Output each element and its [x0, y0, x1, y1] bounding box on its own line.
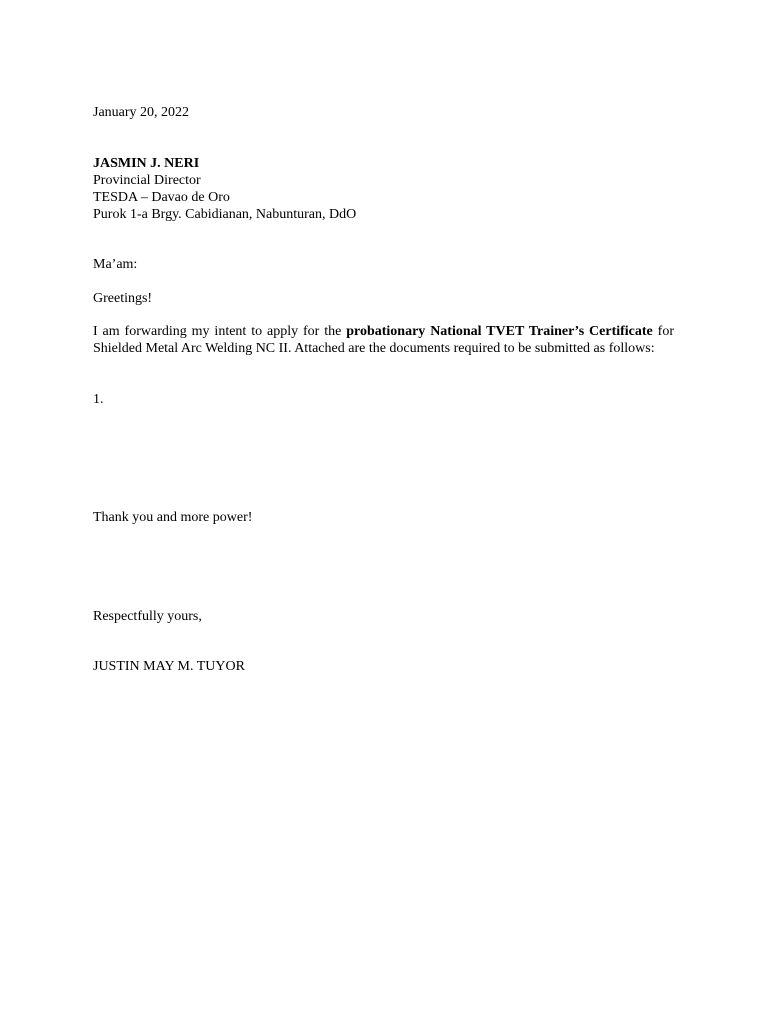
letter-date: January 20, 2022	[93, 105, 190, 120]
recipient-title: Provincial Director	[93, 173, 201, 188]
document-list-marker: 1.	[93, 392, 104, 407]
recipient-office: TESDA – Davao de Oro	[93, 190, 230, 205]
greeting: Greetings!	[93, 291, 153, 306]
body-text-start: I am forwarding my intent to apply for the	[93, 324, 347, 339]
salutation: Ma’am:	[93, 257, 138, 272]
body-text-end: for Shielded Metal Arc Welding NC II. Attached are the documents required to be submitted as follows:	[93, 324, 674, 356]
body-bold-certificate: probationary National TVET Trainer’s Certificate	[346, 324, 653, 339]
sender-name: JUSTIN MAY M. TUYOR	[93, 659, 245, 674]
recipient-address: Purok 1-a Brgy. Cabidianan, Nabunturan, DdO	[93, 207, 357, 222]
recipient-name: JASMIN J. NERI	[93, 156, 200, 171]
body-paragraph	[93, 323, 674, 357]
thanks-line: Thank you and more power!	[93, 510, 253, 525]
closing: Respectfully yours,	[93, 609, 202, 624]
